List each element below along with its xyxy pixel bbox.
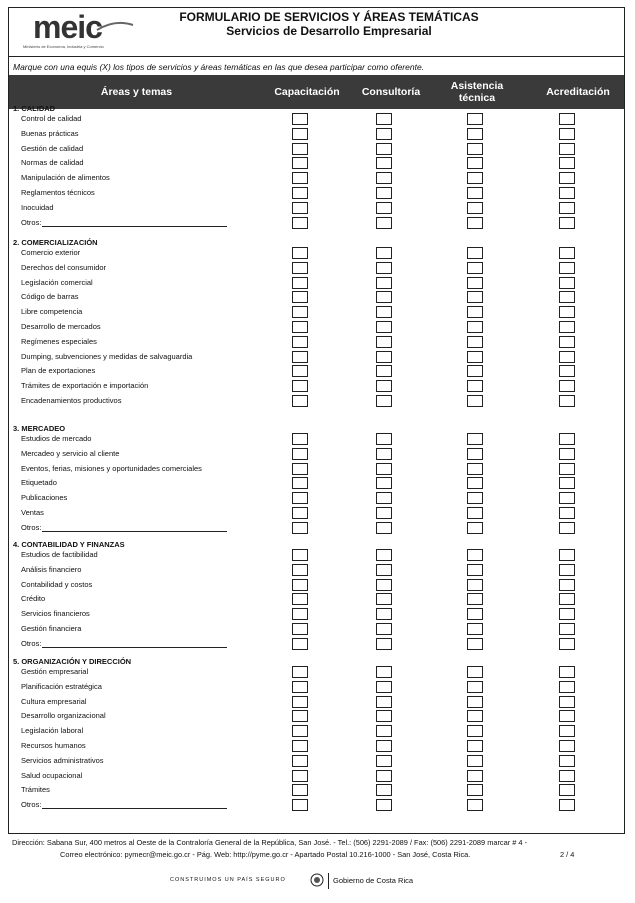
checkbox[interactable] bbox=[376, 696, 392, 708]
checkbox[interactable] bbox=[559, 740, 575, 752]
checkbox[interactable] bbox=[467, 321, 483, 333]
checkbox[interactable] bbox=[292, 638, 308, 650]
checkbox[interactable] bbox=[292, 492, 308, 504]
checkbox[interactable] bbox=[376, 336, 392, 348]
otros-field[interactable] bbox=[42, 800, 227, 809]
form-subtitle: Servicios de Desarrollo Empresarial bbox=[226, 24, 432, 38]
checkbox[interactable] bbox=[292, 463, 308, 475]
checkbox[interactable] bbox=[467, 365, 483, 377]
checkbox[interactable] bbox=[467, 380, 483, 392]
instructions: Marque con una equis (X) los tipos de servicios y áreas temáticas en las que desea participar como oferente. bbox=[13, 62, 425, 72]
item-label: Código de barras bbox=[21, 292, 79, 302]
checkbox[interactable] bbox=[467, 681, 483, 693]
item-label: Eventos, ferias, misiones y oportunidades comerciales bbox=[21, 463, 202, 473]
checkbox[interactable] bbox=[376, 448, 392, 460]
item-label bbox=[21, 800, 227, 809]
item-label: Derechos del consumidor bbox=[21, 262, 107, 272]
checkbox[interactable] bbox=[292, 681, 308, 693]
checkbox[interactable] bbox=[292, 157, 308, 169]
item-label-text: Otros: bbox=[21, 217, 42, 227]
checkbox[interactable] bbox=[467, 725, 483, 737]
checkbox[interactable] bbox=[292, 113, 308, 125]
checkbox[interactable] bbox=[376, 306, 392, 318]
checkbox[interactable] bbox=[559, 696, 575, 708]
checkbox[interactable] bbox=[292, 593, 308, 605]
checkbox[interactable] bbox=[559, 477, 575, 489]
checkbox[interactable] bbox=[292, 784, 308, 796]
item-label: Buenas prácticas bbox=[21, 128, 79, 138]
item-label: Plan de exportaciones bbox=[21, 366, 96, 376]
checkbox[interactable] bbox=[376, 365, 392, 377]
checkbox[interactable] bbox=[292, 172, 308, 184]
section-title: 5. ORGANIZACIÓN Y DIRECCIÓN bbox=[13, 657, 132, 666]
item-label: Legislación laboral bbox=[21, 726, 84, 736]
checkbox[interactable] bbox=[559, 143, 575, 155]
checkbox[interactable] bbox=[292, 549, 308, 561]
checkbox[interactable] bbox=[467, 623, 483, 635]
checkbox[interactable] bbox=[559, 448, 575, 460]
logo-subtitle: Ministerio de Economía, Industria y Comercio bbox=[23, 44, 104, 49]
checkbox[interactable] bbox=[559, 306, 575, 318]
item-label: Reglamentos técnicos bbox=[21, 188, 95, 197]
column-header-consultoria: Consultoría bbox=[361, 86, 421, 98]
banner-divider bbox=[328, 873, 329, 889]
item-label: Regímenes especiales bbox=[21, 336, 97, 346]
item-label: Salud ocupacional bbox=[21, 770, 83, 780]
checkbox[interactable] bbox=[292, 365, 308, 377]
checkbox[interactable] bbox=[376, 433, 392, 445]
checkbox[interactable] bbox=[467, 262, 483, 274]
item-label: Manipulación de alimentos bbox=[21, 173, 110, 183]
item-label: Recursos humanos bbox=[21, 741, 86, 750]
checkbox[interactable] bbox=[376, 143, 392, 155]
form-frame bbox=[8, 7, 625, 834]
item-label bbox=[21, 218, 227, 227]
checkbox[interactable] bbox=[559, 784, 575, 796]
item-label-text: Otros: bbox=[21, 522, 42, 532]
checkbox[interactable] bbox=[292, 755, 308, 767]
checkbox[interactable] bbox=[467, 784, 483, 796]
checkbox[interactable] bbox=[292, 522, 308, 534]
checkbox[interactable] bbox=[559, 380, 575, 392]
item-label: Ventas bbox=[21, 508, 44, 517]
checkbox[interactable] bbox=[467, 593, 483, 605]
checkbox[interactable] bbox=[467, 477, 483, 489]
footer-address: Dirección: Sabana Sur, 400 metros al Oeste de la Contraloría General de la República, San José. - Tel.: (506) 2291-2089 / Fax: (506) 2291-2089 marcar # 4 - bbox=[12, 838, 528, 847]
logo-text: meic bbox=[33, 9, 102, 45]
checkbox[interactable] bbox=[559, 291, 575, 303]
checkbox[interactable] bbox=[467, 755, 483, 767]
item-label bbox=[21, 523, 227, 532]
checkbox[interactable] bbox=[292, 799, 308, 811]
checkbox[interactable] bbox=[559, 217, 575, 229]
item-label: Contabilidad y costos bbox=[21, 579, 93, 589]
item-label: Estudios de factibilidad bbox=[21, 550, 98, 559]
form-header bbox=[9, 8, 624, 57]
checkbox[interactable] bbox=[376, 725, 392, 737]
page-number: 2 / 4 bbox=[560, 850, 575, 859]
item-label: Trámites de exportación e importación bbox=[21, 381, 149, 391]
checkbox[interactable] bbox=[559, 564, 575, 576]
checkbox[interactable] bbox=[376, 395, 392, 407]
section-title: 2. COMERCIALIZACIÓN bbox=[13, 238, 98, 247]
otros-field[interactable] bbox=[42, 218, 227, 227]
government-banner bbox=[170, 873, 470, 889]
item-label: Inocuidad bbox=[21, 202, 54, 212]
checkbox[interactable] bbox=[376, 564, 392, 576]
checkbox[interactable] bbox=[559, 725, 575, 737]
checkbox[interactable] bbox=[559, 433, 575, 445]
checkbox[interactable] bbox=[376, 492, 392, 504]
logo-swoosh-icon bbox=[95, 21, 135, 33]
checkbox[interactable] bbox=[292, 623, 308, 635]
item-label: Servicios administrativos bbox=[21, 755, 104, 765]
item-label-text: Otros: bbox=[21, 638, 42, 648]
checkbox[interactable] bbox=[467, 187, 483, 199]
checkbox[interactable] bbox=[467, 113, 483, 125]
checkbox[interactable] bbox=[292, 277, 308, 289]
checkbox[interactable] bbox=[559, 113, 575, 125]
checkbox[interactable] bbox=[376, 784, 392, 796]
checkbox[interactable] bbox=[376, 799, 392, 811]
footer-contact: Correo electrónico: pymecr@meic.go.cr - Pág. Web: http://pyme.go.cr - Apartado Postal 10.216-1000 - San José, Costa Rica. bbox=[60, 850, 471, 859]
checkbox[interactable] bbox=[376, 755, 392, 767]
checkbox[interactable] bbox=[559, 549, 575, 561]
checkbox[interactable] bbox=[467, 799, 483, 811]
checkbox[interactable] bbox=[376, 477, 392, 489]
checkbox[interactable] bbox=[559, 202, 575, 214]
item-label: Legislación comercial bbox=[21, 277, 93, 287]
checkbox[interactable] bbox=[376, 202, 392, 214]
checkbox[interactable] bbox=[376, 623, 392, 635]
checkbox[interactable] bbox=[467, 770, 483, 782]
item-label: Desarrollo de mercados bbox=[21, 322, 101, 331]
item-label: Libre competencia bbox=[21, 307, 83, 317]
checkbox[interactable] bbox=[292, 351, 308, 363]
item-label: Gestión empresarial bbox=[21, 667, 89, 676]
checkbox[interactable] bbox=[559, 157, 575, 169]
checkbox[interactable] bbox=[559, 277, 575, 289]
checkbox[interactable] bbox=[292, 321, 308, 333]
checkbox[interactable] bbox=[376, 522, 392, 534]
item-label: Dumping, subvenciones y medidas de salvaguardia bbox=[21, 351, 193, 361]
checkbox[interactable] bbox=[376, 172, 392, 184]
column-header-areas: Áreas y temas bbox=[100, 86, 173, 98]
checkbox[interactable] bbox=[559, 262, 575, 274]
checkbox[interactable] bbox=[467, 507, 483, 519]
checkbox[interactable] bbox=[376, 321, 392, 333]
checkbox[interactable] bbox=[467, 277, 483, 289]
checkbox[interactable] bbox=[467, 522, 483, 534]
checkbox[interactable] bbox=[467, 448, 483, 460]
checkbox[interactable] bbox=[467, 579, 483, 591]
item-label: Encadenamientos productivos bbox=[21, 396, 122, 405]
checkbox[interactable] bbox=[376, 277, 392, 289]
checkbox[interactable] bbox=[559, 681, 575, 693]
item-label: Gestión financiera bbox=[21, 624, 82, 633]
checkbox[interactable] bbox=[559, 365, 575, 377]
column-header-acreditacion: Acreditación bbox=[546, 86, 610, 98]
checkbox[interactable] bbox=[292, 579, 308, 591]
checkbox[interactable] bbox=[467, 564, 483, 576]
checkbox[interactable] bbox=[467, 696, 483, 708]
checkbox[interactable] bbox=[559, 799, 575, 811]
form-title: FORMULARIO DE SERVICIOS Y ÁREAS TEMÁTICAS bbox=[179, 10, 479, 24]
checkbox[interactable] bbox=[467, 395, 483, 407]
checkbox[interactable] bbox=[292, 710, 308, 722]
checkbox[interactable] bbox=[376, 681, 392, 693]
item-label: Mercadeo y servicio al cliente bbox=[21, 448, 120, 458]
column-header-asistencia: Asistencia técnica bbox=[450, 80, 504, 104]
checkbox[interactable] bbox=[467, 157, 483, 169]
checkbox[interactable] bbox=[559, 770, 575, 782]
checkbox[interactable] bbox=[376, 157, 392, 169]
checkbox[interactable] bbox=[467, 128, 483, 140]
item-label: Gestión de calidad bbox=[21, 143, 84, 153]
checkbox[interactable] bbox=[467, 172, 483, 184]
checkbox[interactable] bbox=[467, 433, 483, 445]
checkbox[interactable] bbox=[467, 247, 483, 259]
checkbox[interactable] bbox=[292, 247, 308, 259]
checkbox[interactable] bbox=[559, 755, 575, 767]
otros-field[interactable] bbox=[42, 523, 227, 532]
checkbox[interactable] bbox=[376, 351, 392, 363]
checkbox[interactable] bbox=[292, 507, 308, 519]
item-label bbox=[21, 639, 227, 648]
checkbox[interactable] bbox=[376, 770, 392, 782]
item-label-text: Otros: bbox=[21, 800, 42, 810]
checkbox[interactable] bbox=[292, 725, 308, 737]
item-label: Comercio exterior bbox=[21, 248, 81, 257]
checkbox[interactable] bbox=[376, 113, 392, 125]
seal-icon bbox=[310, 873, 324, 887]
checkbox[interactable] bbox=[292, 448, 308, 460]
checkbox[interactable] bbox=[559, 522, 575, 534]
item-label: Etiquetado bbox=[21, 478, 57, 488]
government-slogan: CONSTRUIMOS UN PAÍS SEGURO bbox=[170, 877, 286, 883]
checkbox[interactable] bbox=[467, 291, 483, 303]
checkbox[interactable] bbox=[467, 143, 483, 155]
checkbox[interactable] bbox=[559, 492, 575, 504]
table-header bbox=[9, 75, 624, 109]
checkbox[interactable] bbox=[559, 593, 575, 605]
checkbox[interactable] bbox=[292, 433, 308, 445]
checkbox[interactable] bbox=[376, 740, 392, 752]
checkbox[interactable] bbox=[467, 202, 483, 214]
checkbox[interactable] bbox=[467, 492, 483, 504]
checkbox[interactable] bbox=[292, 477, 308, 489]
checkbox[interactable] bbox=[376, 549, 392, 561]
checkbox[interactable] bbox=[467, 306, 483, 318]
checkbox[interactable] bbox=[376, 217, 392, 229]
checkbox[interactable] bbox=[467, 463, 483, 475]
checkbox[interactable] bbox=[467, 638, 483, 650]
checkbox[interactable] bbox=[559, 463, 575, 475]
checkbox[interactable] bbox=[467, 666, 483, 678]
checkbox[interactable] bbox=[376, 666, 392, 678]
column-header-capacitacion: Capacitación bbox=[274, 86, 340, 98]
checkbox[interactable] bbox=[292, 740, 308, 752]
item-label: Publicaciones bbox=[21, 493, 68, 503]
checkbox[interactable] bbox=[559, 710, 575, 722]
checkbox[interactable] bbox=[292, 666, 308, 678]
checkbox[interactable] bbox=[292, 564, 308, 576]
checkbox[interactable] bbox=[292, 187, 308, 199]
government-name: Gobierno de Costa Rica bbox=[333, 876, 414, 885]
item-label: Análisis financiero bbox=[21, 564, 82, 574]
checkbox[interactable] bbox=[292, 608, 308, 620]
item-label: Crédito bbox=[21, 594, 46, 604]
checkbox[interactable] bbox=[559, 666, 575, 678]
item-label: Control de calidad bbox=[21, 114, 82, 123]
checkbox[interactable] bbox=[292, 395, 308, 407]
checkbox[interactable] bbox=[559, 321, 575, 333]
meic-logo bbox=[23, 9, 143, 53]
checkbox[interactable] bbox=[292, 143, 308, 155]
checkbox[interactable] bbox=[292, 291, 308, 303]
checkbox[interactable] bbox=[467, 549, 483, 561]
checkbox[interactable] bbox=[559, 187, 575, 199]
checkbox[interactable] bbox=[292, 217, 308, 229]
checkbox[interactable] bbox=[559, 579, 575, 591]
checkbox[interactable] bbox=[376, 608, 392, 620]
checkbox[interactable] bbox=[292, 380, 308, 392]
item-label: Trámites bbox=[21, 785, 50, 795]
section-title: 3. MERCADEO bbox=[13, 424, 66, 433]
item-label: Normas de calidad bbox=[21, 158, 84, 168]
section-title: 4. CONTABILIDAD Y FINANZAS bbox=[13, 540, 125, 549]
checkbox[interactable] bbox=[559, 128, 575, 140]
checkbox[interactable] bbox=[376, 507, 392, 519]
checkbox[interactable] bbox=[292, 262, 308, 274]
checkbox[interactable] bbox=[292, 128, 308, 140]
checkbox[interactable] bbox=[559, 247, 575, 259]
otros-field[interactable] bbox=[42, 639, 227, 648]
checkbox[interactable] bbox=[376, 638, 392, 650]
checkbox[interactable] bbox=[559, 351, 575, 363]
checkbox[interactable] bbox=[467, 740, 483, 752]
checkbox[interactable] bbox=[376, 262, 392, 274]
item-label: Cultura empresarial bbox=[21, 696, 87, 706]
checkbox[interactable] bbox=[376, 187, 392, 199]
item-label: Planificación estratégica bbox=[21, 681, 102, 691]
checkbox[interactable] bbox=[376, 247, 392, 259]
checkbox[interactable] bbox=[559, 608, 575, 620]
checkbox[interactable] bbox=[467, 336, 483, 348]
checkbox[interactable] bbox=[292, 770, 308, 782]
checkbox[interactable] bbox=[559, 336, 575, 348]
checkbox[interactable] bbox=[559, 623, 575, 635]
checkbox[interactable] bbox=[376, 291, 392, 303]
checkbox[interactable] bbox=[467, 217, 483, 229]
section-title: 1. CALIDAD bbox=[13, 104, 56, 113]
checkbox[interactable] bbox=[376, 463, 392, 475]
item-label: Servicios financieros bbox=[21, 609, 90, 619]
checkbox[interactable] bbox=[376, 128, 392, 140]
checkbox[interactable] bbox=[559, 172, 575, 184]
checkbox[interactable] bbox=[467, 608, 483, 620]
checkbox[interactable] bbox=[376, 593, 392, 605]
checkbox[interactable] bbox=[467, 351, 483, 363]
checkbox[interactable] bbox=[292, 336, 308, 348]
checkbox[interactable] bbox=[376, 380, 392, 392]
checkbox[interactable] bbox=[559, 507, 575, 519]
item-label: Estudios de mercado bbox=[21, 434, 92, 443]
checkbox[interactable] bbox=[376, 710, 392, 722]
checkbox[interactable] bbox=[292, 696, 308, 708]
checkbox[interactable] bbox=[292, 202, 308, 214]
checkbox[interactable] bbox=[559, 638, 575, 650]
checkbox[interactable] bbox=[467, 710, 483, 722]
checkbox[interactable] bbox=[292, 306, 308, 318]
checkbox[interactable] bbox=[559, 395, 575, 407]
item-label: Desarrollo organizacional bbox=[21, 711, 106, 721]
checkbox[interactable] bbox=[376, 579, 392, 591]
